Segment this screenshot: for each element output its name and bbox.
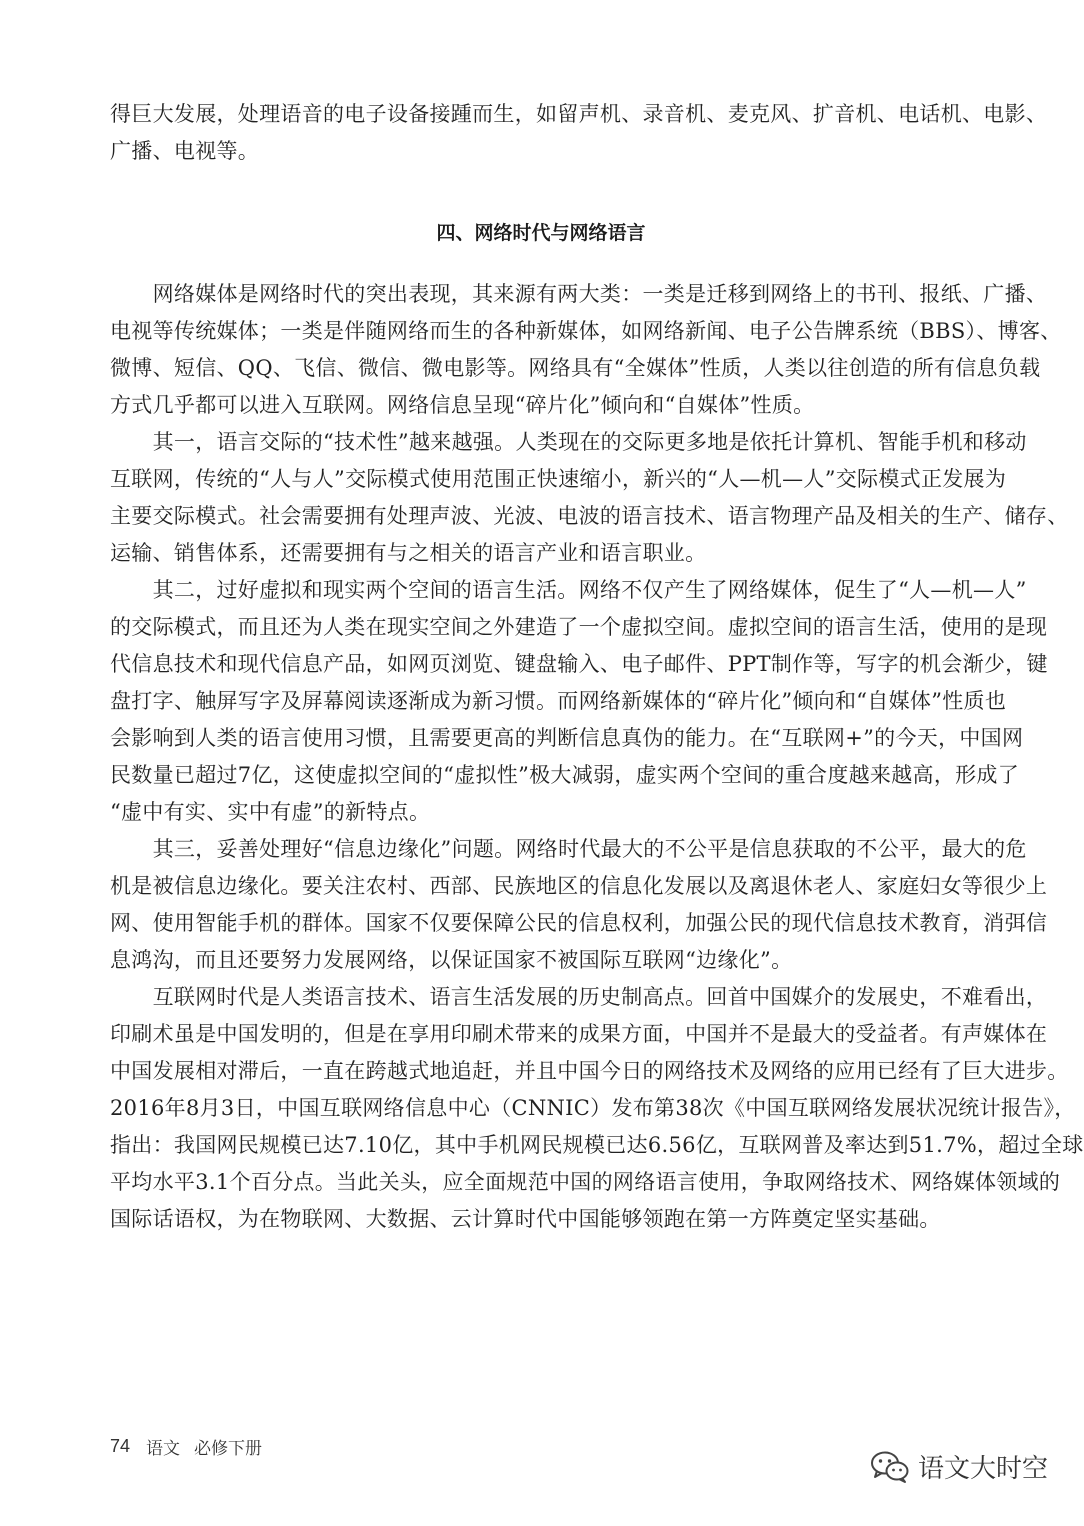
- text-line: 国际话语权，为在物联网、大数据、云计算时代中国能够领跑在第一方阵奠定坚实基础。: [110, 1207, 941, 1231]
- text-line: 互联网时代是人类语言技术、语言生活发展的历史制高点。回首中国媒介的发展史，不难看出，: [110, 985, 1048, 1009]
- text-line: 平均水平3.1个百分点。当此关头，应全面规范中国的网络语言使用，争取网络技术、网络媒体领域的: [110, 1170, 1061, 1194]
- paragraph: [110, 424, 1069, 572]
- text-line: 中国发展相对滞后，一直在跨越式地追赶，并且中国今日的网络技术及网络的应用已经有了巨大进步。: [110, 1059, 1069, 1083]
- text-line: 其二，过好虚拟和现实两个空间的语言生活。网络不仅产生了网络媒体，促生了“人—机—人”: [110, 578, 1027, 602]
- text-line: 盘打字、触屏写字及屏幕阅读逐渐成为新习惯。而网络新媒体的“碎片化”倾向和“自媒体”性质也: [110, 689, 1007, 713]
- section-heading: 四、网络时代与网络语言: [436, 222, 646, 244]
- document-body: [110, 96, 1084, 1238]
- page-number: 74: [110, 1436, 131, 1456]
- brand-watermark: [870, 1448, 1048, 1485]
- text-line: 印刷术虽是中国发明的，但是在享用印刷术带来的成果方面，中国并不是最大的受益者。有声媒体在: [110, 1022, 1048, 1046]
- text-line: 2016年8月3日，中国互联网络信息中心（CNNIC）发布第38次《中国互联网络发展状况统计报告》，: [110, 1096, 1076, 1120]
- text-line: 代信息技术和现代信息产品，如网页浏览、键盘输入、电子邮件、PPT制作等，写字的机会渐少，键: [110, 652, 1048, 676]
- text-line: 方式几乎都可以进入互联网。网络信息呈现“碎片化”倾向和“自媒体”性质。: [110, 393, 815, 417]
- text-line: 电视等传统媒体；一类是伴随网络而生的各种新媒体，如网络新闻、电子公告牌系统（BBS）、博客、: [110, 319, 1062, 343]
- wechat-icon: [870, 1450, 910, 1484]
- text-line: 其一，语言交际的“技术性”越来越强。人类现在的交际更多地是依托计算机、智能手机和移动: [110, 430, 1027, 454]
- text-line: 主要交际模式。社会需要拥有处理声波、光波、电波的语言技术、语言物理产品及相关的生产、储存、: [110, 504, 1069, 528]
- text-line: 机是被信息边缘化。要关注农村、西部、民族地区的信息化发展以及离退休老人、家庭妇女等很少上: [110, 874, 1048, 898]
- text-line: 得巨大发展，处理语音的电子设备接踵而生，如留声机、录音机、麦克风、扩音机、电话机、电影、: [110, 102, 1048, 126]
- text-line: 息鸿沟，而且还要努力发展网络，以保证国家不被国际互联网“边缘化”。: [110, 948, 793, 972]
- volume-name: 必修下册: [194, 1439, 263, 1459]
- text-line: 微博、短信、QQ、飞信、微信、微电影等。网络具有“全媒体”性质，人类以往创造的所有信息负载: [110, 356, 1041, 380]
- text-line: 网络媒体是网络时代的突出表现，其来源有两大类：一类是迁移到网络上的书刊、报纸、广播、: [110, 282, 1048, 306]
- text-line: “虚中有实、实中有虚”的新特点。: [110, 800, 431, 824]
- text-line: 运输、销售体系，还需要拥有与之相关的语言产业和语言职业。: [110, 541, 707, 565]
- paragraph: [110, 276, 1062, 424]
- text-line: 其三，妥善处理好“信息边缘化”问题。网络时代最大的不公平是信息获取的不公平，最大的危: [110, 837, 1027, 861]
- book-name: 语文: [146, 1439, 181, 1459]
- text-line: 的交际模式，而且还为人类在现实空间之外建造了一个虚拟空间。虚拟空间的语言生活，使用的是现: [110, 615, 1048, 639]
- text-line: 广播、电视等。: [110, 139, 260, 163]
- paragraph: [110, 831, 1048, 979]
- text-line: 指出：我国网民规模已达7.10亿，其中手机网民规模已达6.56亿，互联网普及率达到51.7%，超过全球: [110, 1133, 1084, 1157]
- text-line: 民数量已超过7亿，这使虚拟空间的“虚拟性”极大减弱，虚实两个空间的重合度越来越高，形成了: [110, 763, 1020, 787]
- page-footer: [110, 1434, 262, 1459]
- intro-paragraph: [110, 96, 1048, 170]
- brand-name: 语文大时空: [917, 1454, 1048, 1484]
- text-line: 互联网，传统的“人与人”交际模式使用范围正快速缩小，新兴的“人—机—人”交际模式正发展为: [110, 467, 1007, 491]
- paragraph: [110, 572, 1048, 831]
- paragraph: [110, 979, 1084, 1238]
- text-line: 会影响到人类的语言使用习惯，且需要更高的判断信息真伪的能力。在“互联网+”的今天，中国网: [110, 726, 1024, 750]
- text-line: 网、使用智能手机的群体。国家不仅要保障公民的信息权利，加强公民的现代信息技术教育，消弭信: [110, 911, 1048, 935]
